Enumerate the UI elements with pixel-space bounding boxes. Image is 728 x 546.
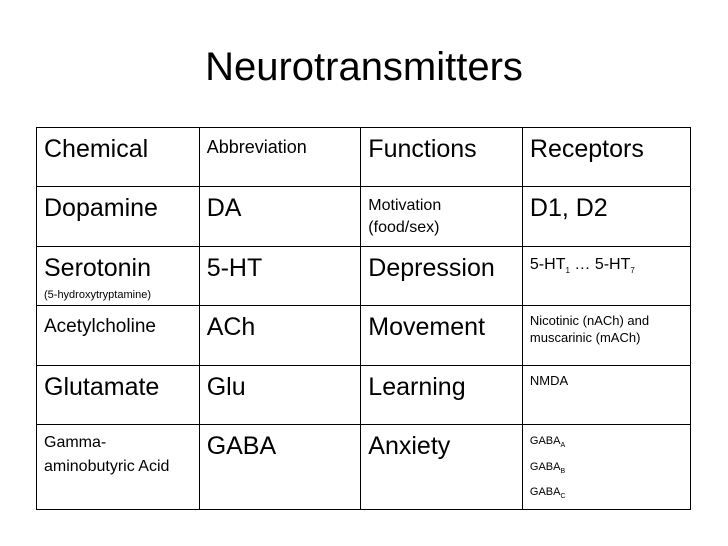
cell-receptors [522, 425, 690, 510]
cell-abbreviation: GABA [199, 425, 361, 510]
cell-abbreviation: ACh [199, 306, 361, 365]
header-abbreviation: Abbreviation [199, 128, 361, 187]
receptor-item: $GABA_B$ [529, 460, 566, 475]
table-header-row [37, 128, 691, 187]
page-title: Neurotransmitters [205, 45, 523, 89]
cell-receptors: $5-HT_1$ … $5-HT_7$ [522, 246, 690, 305]
neurotransmitter-table [36, 127, 691, 510]
table-row [37, 306, 691, 365]
table-row [37, 187, 691, 246]
cell-chemical: Acetylcholine [37, 306, 200, 365]
cell-chemical: Serotonin (5-hydroxytryptamine) [37, 246, 200, 305]
receptor-item: $GABA_C$ [529, 485, 566, 500]
cell-function: Motivation (food/sex) [361, 187, 523, 246]
header-receptors: Receptors [522, 128, 690, 187]
cell-abbreviation: Glu [199, 365, 361, 424]
cell-abbreviation: DA [199, 187, 361, 246]
table-row [37, 365, 691, 424]
cell-chemical: Dopamine [37, 187, 200, 246]
table-row [37, 425, 691, 510]
cell-receptors: D1, D2 [522, 187, 690, 246]
header-functions: Functions [361, 128, 523, 187]
cell-function: Anxiety [361, 425, 523, 510]
cell-receptors: NMDA [522, 365, 690, 424]
cell-function: Learning [361, 365, 523, 424]
chemical-subtitle: (5-hydroxytryptamine) [44, 288, 151, 301]
table-row [37, 246, 691, 305]
cell-chemical: Gamma-aminobutyric Acid [37, 425, 200, 510]
cell-chemical: Glutamate [37, 365, 200, 424]
cell-abbreviation: 5-HT [199, 246, 361, 305]
cell-receptors: Nicotinic (nACh) and muscarinic (mACh) [522, 306, 690, 365]
receptor-item: $GABA_A$ [529, 435, 566, 450]
header-chemical: Chemical [37, 128, 200, 187]
cell-function: Depression [361, 246, 523, 305]
cell-function: Movement [361, 306, 523, 365]
